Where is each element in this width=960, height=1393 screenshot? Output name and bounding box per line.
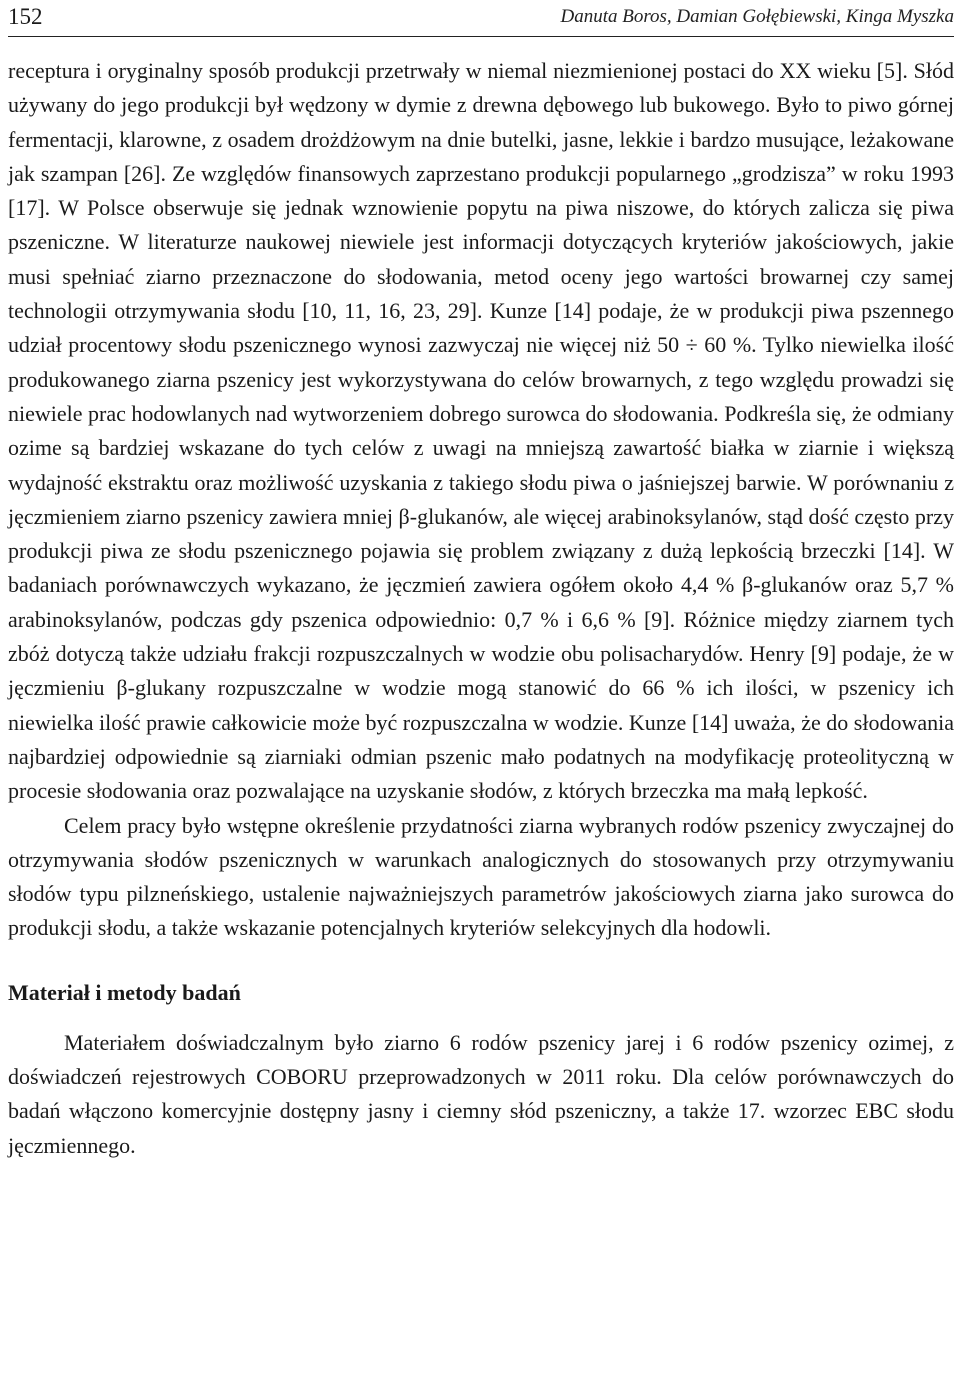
- body-paragraph-materials: Materiałem doświadczalnym było ziarno 6 rodów pszenicy jarej i 6 rodów pszenicy ozimej, z doświadczeń rejestrowych COBORU przeprowadzonych w 2011 roku. Dla celów porównawczych do badań włączono komercyjnie dostępny jasny i ciemny słód pszeniczny, a także 17. wzorzec EBC słodu jęczmiennego.: [8, 1029, 954, 1158]
- body-paragraph-aim: Celem pracy było wstępne określenie przydatności ziarna wybranych rodów pszenicy zwyczajnej do otrzymywania słodów pszenicznych w warunkach analogicznych do stosowanych przy otrzymywaniu słodów typu pilzneńskiego, ustalenie najważniejszych parametrów jakościowych ziarna jako surowca do produkcji słodu, a także wskazanie potencjalnych kryteriów selekcyjnych dla hodowli.: [8, 812, 954, 941]
- section-heading-methods: Materiał i metody badań: [8, 979, 241, 1005]
- page-header: [8, 0, 954, 37]
- body-paragraph-1: receptura i oryginalny sposób produkcji przetrwały w niemal niezmienionej postaci do XX wieku [5]. Słód używany do jego produkcji był wędzony w dymie z drewna dębowego lub bukowego. Było to piwo górnej fermentacji, klarowne, z osadem drożdżowym na dnie butelki, jasne, lekkie i bardzo musujące, leżakowane jak szampan [26]. Ze względów finansowych zaprzestano produkcji popularnego „grodzisza” w roku 1993 [17]. W Polsce obserwuje się jednak wznowienie popytu na piwa niszowe, do których zalicza się piwa pszeniczne. W literaturze naukowej niewiele jest informacji dotyczących kryteriów jakościowych, jakie musi spełniać ziarno przeznaczone do słodowania, metod oceny jego wartości browarnej czy samej technologii otrzymywania słodu [10, 11, 16, 23, 29]. Kunze [14] podaje, że w produkcji piwa pszennego udział procentowy słodu pszenicznego wynosi zazwyczaj nie więcej niż 50 ÷ 60 %. Tylko niewielka ilość produkowanego ziarna pszenicy jest wykorzystywana do celów browarnych, z tego względu prowadzi się niewiele prac hodowlanych nad wytworzeniem dobrego surowca do słodowania. Podkreśla się, że odmiany ozime są bardziej wskazane do tych celów z uwagi na mniejszą zawartość białka w ziarnie i większą wydajność ekstraktu oraz możliwość uzyskania z takiego słodu piwa o jaśniejszej barwie. W porównaniu z jęczmieniem ziarno pszenicy zawiera mniej β-glukanów, ale więcej arabinoksylanów, stąd dość często przy produkcji piwa ze słodu pszenicznego pojawia się problem związany z dużą lepkością brzeczki [14]. W badaniach porównawczych wykazano, że jęczmień zawiera ogółem około 4,4 % β-glukanów oraz 5,7 % arabinoksylanów, podczas gdy pszenica odpowiednio: 0,7 % i 6,6 % [9]. Różnice między ziarnem tych zbóż dotyczą także udziału frakcji rozpuszczalnych w wodzie obu polisacharydów. Henry [9] podaje, że w jęczmieniu β-glukany rozpuszczalne w wodzie mogą stanowić do 66 % ich ilości, w pszenicy ich niewielka ilość prawie całkowicie może być rozpuszczalna w wodzie. Kunze [14] uważa, że do słodowania najbardziej odpowiednie są ziarniaki odmian pszenic mało podatnych na modyfikację proteolityczną w procesie słodowania oraz pozwalające na uzyskanie słodów, z których brzeczka ma małą lepkość.: [8, 58, 954, 804]
- document-page: [8, 0, 954, 1393]
- page-number: 152: [8, 4, 43, 29]
- running-head-authors: Danuta Boros, Damian Gołębiewski, Kinga Myszka: [560, 6, 954, 27]
